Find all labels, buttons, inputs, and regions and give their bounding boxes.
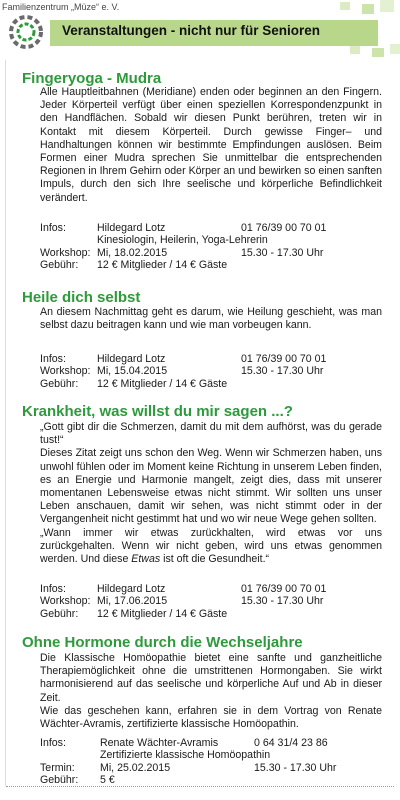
infos-phone: 0 64 31/4 23 86 [254,737,328,749]
info-row [40,774,382,786]
infos-phone: 01 76/39 00 70 01 [241,222,327,234]
date-value: Mi, 18.02.2015 [97,246,168,259]
infos-label: Infos: [40,583,66,595]
org-name: Familienzentrum „Müze“ e. V. [2,2,120,12]
fee-value: 12 € Mitglieder / 14 € Gäste [97,377,228,390]
section-title-hormone: Ohne Hormone durch die Wechseljahre [22,634,303,651]
fee-label: Gebühr: [40,377,79,390]
quote2-emphasis: Etwas [131,553,161,566]
infos-name: Renate Wächter-Avramis [100,737,219,749]
infos-label: Infos: [40,737,66,749]
section-title-fingeryoga: Fingeryoga - Mudra [22,70,162,87]
logo-icon [6,12,46,52]
fee-value: 12 € Mitglieder / 14 € Gäste [97,259,228,272]
section-body-hormone [40,652,382,731]
infos-extra: Kinesiologin, Heilerin, Yoga-Lehrerin [97,234,268,247]
info-row [40,608,382,620]
page-title: Veranstaltungen - nicht nur für Senioren [62,23,321,38]
info-row [40,234,382,246]
date-value: Mi, 25.02.2015 [100,761,171,774]
infos-name: Hildegard Lotz [97,353,166,365]
date-label: Workshop: [40,246,91,259]
left-rule [5,60,6,786]
info-block-krankheit [40,583,382,620]
quote-paragraph: „Gott gibt dir die Schmerzen, damit du mit dem aufhörst, was du gerade tust!“ [40,421,382,447]
section-body-krankheit [40,421,382,566]
body-paragraph: Die Klassische Homöopathie bietet eine sanfte und ganzheitliche Therapiemöglichkeit ohne die umstrittenen Hormongaben. Sie wirkt harmonisierend auf das seelische und körperliche Auf und Ab in dieser Zeit. [40,652,382,704]
info-row [40,762,382,774]
bottom-divider [6,786,394,787]
info-row [40,749,382,761]
info-row [40,595,382,607]
info-block-fingeryoga [40,222,382,272]
fee-value: 5 € [100,774,115,787]
info-block-hormone [40,737,382,787]
date-value: Mi, 15.04.2015 [97,365,168,378]
infos-phone: 01 76/39 00 70 01 [241,583,327,595]
quote2-paragraph [40,527,382,567]
fee-label: Gebühr: [40,259,79,272]
time-value: 15.30 - 17.30 Uhr [241,365,324,378]
infos-extra: Zertifizierte klassische Homöopathin [100,749,271,762]
date-label: Workshop: [40,365,91,378]
info-row [40,222,382,234]
section-body-fingeryoga: Alle Hauptleitbahnen (Meridiane) enden oder beginnen an den Fingern. Jeder Körperteil verfügt über einen speziellen Korrespondenzpunkt in den Handflächen. Sobald wir diesen Punkt berühren, treten wir in Kontakt mit diesem Körperteil. Durch gewisse Finger– und Handhaltungen können wir bestimmte Empfindungen auslösen. Beim Formen einer Mudra sprechen Sie unmittelbar die entsprechenden Regionen in Ihrem Gehirn oder Körper an und bewirken so einen sanften Impuls, durch den sich Ihre seelische und körperliche Befindlichkeit verändert. [40,86,382,204]
info-row [40,365,382,377]
fee-value: 12 € Mitglieder / 14 € Gäste [97,607,228,620]
info-row [40,259,382,271]
infos-label: Infos: [40,353,66,365]
body-paragraph: Dieses Zitat zeigt uns schon den Weg. Wenn wir Schmerzen haben, uns unwohl fühlen oder im Moment keine Richtung in unserem Leben finden, es an Energie und Harmonie mangelt, zeigt dies, dass mit unserer momentanen Lebensweise etwas nicht stimmt. Wir sollten uns unser Leben anschauen, damit wir sehen, was nicht stimmt oder in der Vergangenheit nicht gestimmt hat und wo wir neue Wege gehen sollten. [40,447,382,526]
infos-label: Infos: [40,222,66,234]
infos-name: Hildegard Lotz [97,583,166,595]
info-row [40,378,382,390]
section-title-krankheit: Krankheit, was willst du mir sagen ...? [22,403,293,420]
section-title-heile: Heile dich selbst [22,289,141,306]
info-block-heile [40,353,382,390]
header [0,0,400,60]
date-label: Termin: [40,761,75,774]
body-paragraph: Wie das geschehen kann, erfahren sie in dem Vortrag von Renate Wächter-Avramis, zertifizierte klassische Homöopathin. [40,704,382,731]
time-value: 15.30 - 17.30 Uhr [241,595,324,608]
info-row [40,353,382,365]
info-row [40,583,382,595]
quote2-text-a: „Wann immer wir etwas zurückhalten, wird etwas vor uns zurückgehalten. Wenn wir nicht geben, wird uns etwas genommen werden. Und diese [40,526,382,566]
infos-name: Hildegard Lotz [97,222,166,234]
info-row [40,737,382,749]
info-row [40,247,382,259]
fee-label: Gebühr: [40,774,79,787]
fee-label: Gebühr: [40,607,79,620]
quote2-text-b: ist oft die Gesundheit.“ [160,553,270,566]
time-value: 15.30 - 17.30 Uhr [254,761,337,774]
date-value: Mi, 17.06.2015 [97,595,168,608]
date-label: Workshop: [40,595,91,608]
infos-phone: 01 76/39 00 70 01 [241,353,327,365]
time-value: 15.30 - 17.30 Uhr [241,246,324,259]
section-body-heile: An diesem Nachmittag geht es darum, wie Heilung geschieht, was man selbst dazu beitragen kann und wie man vorbeugen kann. [40,306,382,332]
